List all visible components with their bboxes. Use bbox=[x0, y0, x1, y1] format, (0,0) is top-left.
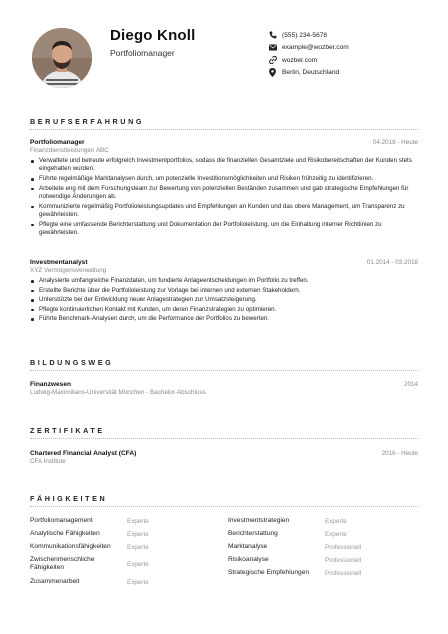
skill-name: Berichterstattung bbox=[228, 530, 278, 537]
profile-photo bbox=[32, 28, 92, 88]
skill-item bbox=[30, 578, 220, 586]
job-title: Portfoliomanager bbox=[110, 48, 175, 58]
contact-email[interactable] bbox=[268, 42, 349, 55]
skill-item bbox=[30, 543, 220, 551]
skill-level: Professionell bbox=[325, 543, 362, 551]
experience-dates: 04.2018 - Heute bbox=[372, 139, 418, 146]
skill-name: Zwischenmenschliche Fähigkeiten bbox=[30, 556, 95, 571]
skill-item bbox=[228, 556, 418, 564]
certificate-item bbox=[30, 450, 418, 465]
skill-name: Strategische Empfehlungen bbox=[228, 569, 310, 576]
certificate-date: 2016 - Heute bbox=[381, 450, 418, 457]
skill-level: Professionell bbox=[325, 569, 362, 577]
experience-title: Portfoliomanager bbox=[30, 139, 85, 146]
experience-company: Finanzdienstleistungen ABC bbox=[30, 147, 109, 154]
bullet-item: Pflegte eine umfassende Berichterstattung und Dokumentation der Portfolioleistung, um die Einhaltung interner Richtlinien zu gewährleisten. bbox=[39, 221, 418, 238]
skill-level: Experte bbox=[127, 578, 149, 586]
skill-name: Kommunikationsfähigkeiten bbox=[30, 543, 111, 550]
contact-location bbox=[268, 67, 349, 80]
skill-level: Experte bbox=[127, 530, 149, 538]
skill-item bbox=[228, 543, 418, 551]
experience-item bbox=[30, 139, 418, 239]
contact-phone[interactable] bbox=[268, 29, 349, 42]
link-icon bbox=[268, 56, 277, 65]
skill-item bbox=[228, 569, 418, 577]
experience-dates: 01.2014 - 03.2018 bbox=[366, 259, 418, 266]
contact-website[interactable] bbox=[268, 54, 349, 67]
section-divider bbox=[30, 438, 418, 439]
skill-name: Portfoliomanagement bbox=[30, 517, 93, 524]
section-divider bbox=[30, 370, 418, 371]
phone-icon bbox=[268, 31, 277, 40]
mail-icon bbox=[268, 43, 277, 52]
bullet-item: Führte Benchmark-Analysen durch, um die Performance der Portfolios zu bewerten. bbox=[39, 315, 418, 323]
skill-name: Marktanalyse bbox=[228, 543, 268, 550]
skill-item bbox=[30, 517, 220, 525]
bullet-item: Verwaltete und betreute erfolgreich Investmentportfolios, sodass die finanziellen Gesamtziele und Risikobereitschaften der Kunden stets eingehalten wurden. bbox=[39, 157, 418, 174]
profile-photo-image bbox=[32, 28, 92, 88]
skill-item bbox=[30, 530, 220, 538]
contact-list bbox=[268, 29, 349, 79]
education-date: 2014 bbox=[403, 381, 418, 388]
education-details: Ludwig-Maximilians-Universität München - Bachelor-Abschluss bbox=[30, 389, 206, 396]
section-divider bbox=[30, 129, 418, 130]
bullet-item: Arbeitete eng mit dem Forschungsteam zur Bewertung von potenziellen Beständen zusammen und gab strategische Empfehlungen für notwendige Änderungen ab. bbox=[39, 185, 418, 202]
person-name: Diego Knoll bbox=[110, 27, 196, 44]
skill-level: Experte bbox=[325, 517, 347, 525]
skill-name: Investmentstrategien bbox=[228, 517, 290, 524]
skill-level: Experte bbox=[127, 517, 149, 525]
section-title-skills: FÄHIGKEITEN bbox=[30, 494, 108, 503]
section-title-experience: BERUFSERFAHRUNG bbox=[30, 117, 145, 126]
certificate-issuer: CFA Institute bbox=[30, 458, 66, 465]
location-pin-icon bbox=[268, 68, 277, 77]
skill-level: Experte bbox=[127, 543, 149, 551]
bullet-item: Unterstützte bei der Entwicklung neuer Anlagestrategien zur Umsatzsteigerung. bbox=[39, 296, 418, 304]
experience-item bbox=[30, 259, 418, 325]
bullet-item: Führte regelmäßige Marktanalysen durch, um potenzielle Investitionsmöglichkeiten und Risiken frühzeitig zu identifizieren. bbox=[39, 175, 418, 183]
skill-level: Experte bbox=[127, 560, 149, 568]
experience-company: XYZ Vermögensverwaltung bbox=[30, 267, 107, 274]
skill-level: Professionell bbox=[325, 556, 362, 564]
education-degree: Finanzwesen bbox=[30, 381, 72, 388]
skill-item bbox=[228, 517, 418, 525]
section-title-education: BILDUNGSWEG bbox=[30, 358, 114, 367]
skill-level: Experte bbox=[325, 530, 347, 538]
skill-item bbox=[228, 530, 418, 538]
contact-email-text: example@wozber.com bbox=[282, 44, 349, 52]
bullet-item: Analysierte umfangreiche Finanzdaten, um fundierte Anlageentscheidungen im Portfolio zu treffen. bbox=[39, 277, 418, 285]
bullet-item: Pflegte kontinuierlichen Kontakt mit Kunden, um deren Finanzstrategien zu optimieren. bbox=[39, 306, 418, 314]
skill-name: Analytische Fähigkeiten bbox=[30, 530, 100, 537]
experience-bullets bbox=[30, 277, 418, 324]
experience-title: Investmentanalyst bbox=[30, 259, 88, 266]
bullet-item: Kommunizierte regelmäßig Portfolioleistungsupdates und Empfehlungen an Kunden und das obere Management, um Transparenz zu gewährleisten. bbox=[39, 203, 418, 220]
education-item bbox=[30, 381, 418, 396]
bullet-item: Erstellte Berichte über die Portfolioleistung zur Vorlage bei internen und externen Stakeholdern. bbox=[39, 287, 418, 295]
skill-name: Zusammenarbeit bbox=[30, 578, 80, 585]
skill-item bbox=[30, 556, 220, 572]
certificate-name: Chartered Financial Analyst (CFA) bbox=[30, 450, 137, 457]
contact-website-text: wozber.com bbox=[282, 56, 318, 64]
section-divider bbox=[30, 506, 418, 507]
section-title-certificates: ZERTIFIKATE bbox=[30, 426, 105, 435]
contact-phone-text: (555) 234-5678 bbox=[282, 31, 328, 39]
contact-location-text: Berlin, Deutschland bbox=[282, 69, 340, 77]
experience-bullets bbox=[30, 157, 418, 237]
skill-name: Risikoanalyse bbox=[228, 556, 269, 563]
